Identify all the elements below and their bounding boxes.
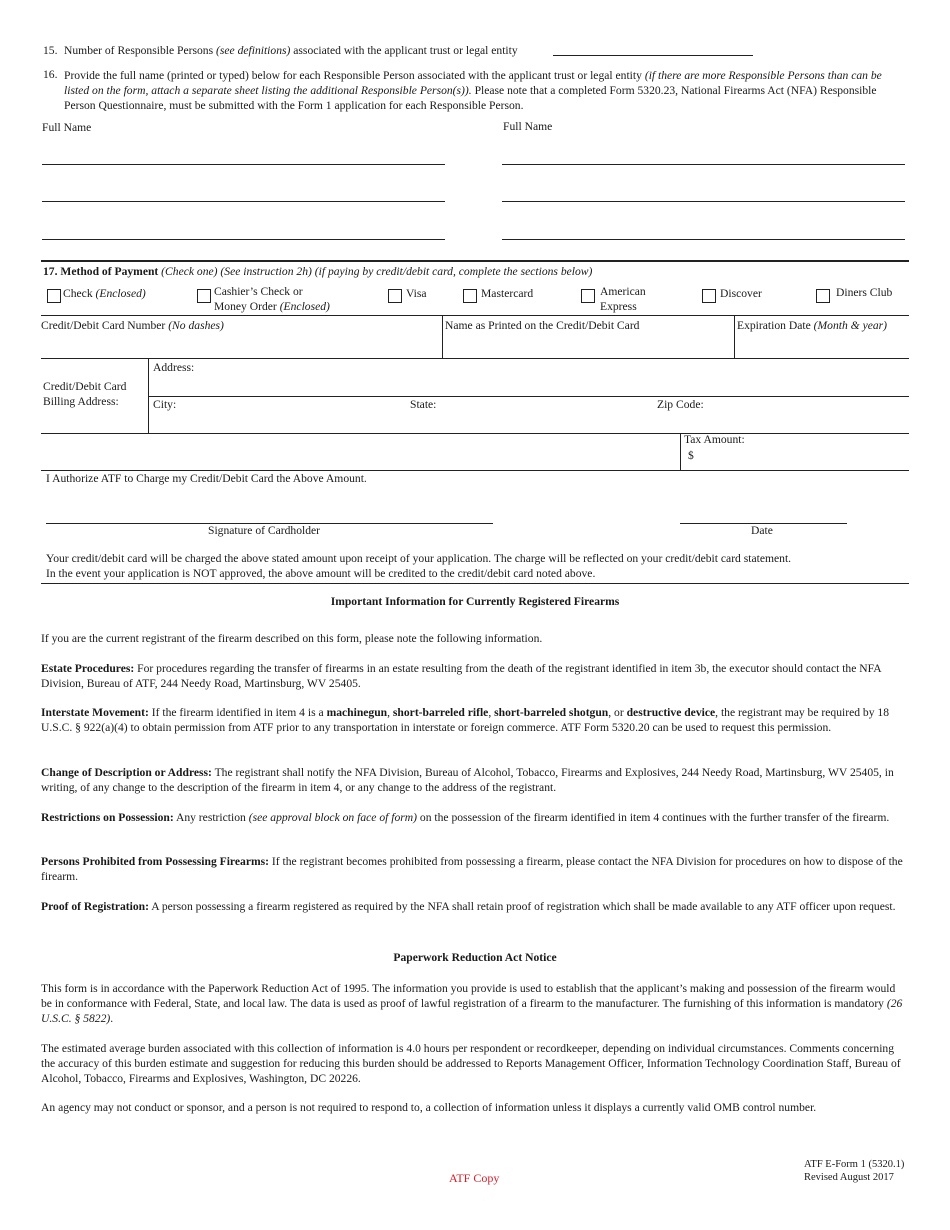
- american-express-label: American Express: [600, 285, 646, 313]
- item-15-number: 15.: [43, 44, 58, 57]
- row-border: [41, 315, 909, 316]
- persons-prohibited-paragraph: Persons Prohibited from Possessing Firearms: If the registrant becomes prohibited from possessing a firearm, please contact the NFA Division for procedures on how to dispose of the firearm.: [41, 855, 903, 883]
- diners-club-checkbox[interactable]: [816, 289, 830, 303]
- interstate-movement-paragraph: Interstate Movement: If the firearm identified in item 4 is a machinegun, short-barreled rifle, short-barreled shotgun, or destructive device, the registrant may be required by 18 U.S.C. § 922(a)(4) to obtain permission from ATF prior to any transportation in interstate or foreign commerce. ATF Form 5320.20 can be used to request this permission.: [41, 706, 890, 734]
- tax-amount-label: Tax Amount:: [684, 433, 745, 446]
- money-order-checkbox[interactable]: [197, 289, 211, 303]
- city-label: City:: [153, 398, 177, 411]
- mastercard-label: Mastercard: [481, 287, 534, 300]
- authorize-text: I Authorize ATF to Charge my Credit/Debit Card the Above Amount.: [46, 472, 367, 485]
- discover-checkbox[interactable]: [702, 289, 716, 303]
- mastercard-checkbox[interactable]: [463, 289, 477, 303]
- state-label: State:: [410, 398, 437, 411]
- expiration-date-input[interactable]: [738, 334, 908, 356]
- card-number-label: Credit/Debit Card Number (No dashes): [41, 319, 224, 332]
- row-border: [41, 358, 909, 359]
- dollar-sign: $: [688, 449, 694, 462]
- paperwork-notice-title: Paperwork Reduction Act Notice: [393, 951, 557, 964]
- important-intro: If you are the current registrant of the firearm described on this form, please note the following information.: [41, 632, 543, 645]
- full-name-field[interactable]: [502, 239, 905, 240]
- responsible-persons-count-field[interactable]: [553, 55, 753, 56]
- item-15-text: Number of Responsible Persons (see definitions) associated with the applicant trust or legal entity: [64, 44, 518, 57]
- visa-checkbox[interactable]: [388, 289, 402, 303]
- state-input[interactable]: [445, 399, 650, 431]
- full-name-label-left: Full Name: [42, 121, 92, 134]
- american-express-checkbox[interactable]: [581, 289, 595, 303]
- atf-copy-label: ATF Copy: [449, 1171, 500, 1185]
- card-number-input[interactable]: [43, 334, 439, 356]
- diners-club-label: Diners Club: [836, 286, 893, 299]
- important-info-title: Important Information for Currently Registered Firearms: [330, 595, 620, 608]
- check-label: Check (Enclosed): [63, 287, 146, 300]
- address-input[interactable]: [210, 362, 905, 394]
- paperwork-paragraph-1: This form is in accordance with the Paperwork Reduction Act of 1995. The information you provide is used to establish that the applicant’s making and possession of the firearm would be in conformance with Federal, State, and local law. The data is used as proof of lawful registration of a firearm to the manufacturer. The furnishing of this information is mandatory (26 U.S.C. § 5822).: [41, 982, 903, 1025]
- paperwork-paragraph-3: An agency may not conduct or sponsor, and a person is not required to respond to, a collection of information unless it displays a currently valid OMB control number.: [41, 1101, 817, 1114]
- check-checkbox[interactable]: [47, 289, 61, 303]
- name-on-card-input[interactable]: [446, 334, 731, 356]
- zip-code-input[interactable]: [713, 399, 905, 431]
- item-16-text: Provide the full name (printed or typed) below for each Responsible Person associated with the applicant trust or legal entity (if there are more Responsible Persons than can be listed on the form, attach a separate sheet listing the additional Responsible Person(s)). Please note that a completed Form 5320.23, National Firearms Act (NFA) Responsible Person Questionnaire, must be submitted with the Form 1 application for each Responsible Person.: [64, 69, 882, 112]
- name-on-card-label: Name as Printed on the Credit/Debit Card: [445, 319, 640, 332]
- paperwork-paragraph-2: The estimated average burden associated with this collection of information is 4.0 hours per respondent or recordkeeper, depending on individual circumstances. Comments concerning the accuracy of this burden estimate and suggestion for reducing this burden should be addressed to Reports Management Officer, Information Technology Coordination Staff, Bureau of Alcohol, Tobacco, Firearms and Explosives, Washington, DC 20226.: [41, 1042, 901, 1085]
- row-border: [41, 470, 909, 471]
- cell-divider: [442, 315, 443, 358]
- full-name-field[interactable]: [502, 164, 905, 165]
- restrictions-paragraph: Restrictions on Possession: Any restriction (see approval block on face of form) on the possession of the firearm identified in item 4 continues with the further transfer of the firearm.: [41, 811, 890, 824]
- change-of-address-paragraph: Change of Description or Address: The registrant shall notify the NFA Division, Bureau of Alcohol, Tobacco, Firearms and Explosives, 244 Needy Road, Martinsburg, WV 25405, in writing, of any change to the description of the firearm in item 4, or any change to the address of the registrant.: [41, 766, 894, 794]
- full-name-label-right: Full Name: [503, 120, 553, 133]
- address-label: Address:: [153, 361, 195, 374]
- date-label: Date: [751, 524, 773, 537]
- cell-divider: [680, 433, 681, 470]
- estate-procedures-paragraph: Estate Procedures: For procedures regarding the transfer of firearms in an estate resulting from the death of the registrant identified in item 3b, the executor should contact the NFA Division, Bureau of ATF, 244 Needy Road, Martinsburg, WV 25405.: [41, 662, 881, 690]
- visa-label: Visa: [406, 287, 427, 300]
- charge-notice: Your credit/debit card will be charged the above stated amount upon receipt of your application. The charge will be reflected on your credit/debit card statement. In the event your application is NOT approved, the above amount will be credited to the credit/debit card noted above.: [46, 552, 792, 580]
- expiration-date-label: Expiration Date (Month & year): [737, 319, 888, 332]
- section-divider: [41, 260, 909, 262]
- row-border: [41, 433, 909, 434]
- item-17-heading: 17. Method of Payment (Check one) (See instruction 2h) (if paying by credit/debit card, complete the sections below): [43, 265, 593, 278]
- discover-label: Discover: [720, 287, 762, 300]
- city-input[interactable]: [185, 399, 403, 431]
- full-name-field[interactable]: [42, 164, 445, 165]
- row-border: [148, 396, 909, 397]
- zip-code-label: Zip Code:: [657, 398, 704, 411]
- billing-address-label: Credit/Debit Card Billing Address:: [43, 380, 127, 408]
- cell-divider: [734, 315, 735, 358]
- full-name-field[interactable]: [42, 201, 445, 202]
- money-order-label: Cashier’s Check or Money Order (Enclosed): [214, 285, 330, 313]
- item-16-number: 16.: [43, 68, 58, 81]
- proof-of-registration-paragraph: Proof of Registration: A person possessing a firearm registered as required by the NFA shall retain proof of registration which shall be made available to any ATF officer upon request.: [41, 900, 896, 913]
- section-divider: [41, 583, 909, 584]
- full-name-field[interactable]: [502, 201, 905, 202]
- signature-label: Signature of Cardholder: [208, 524, 321, 537]
- full-name-field[interactable]: [42, 239, 445, 240]
- form-identifier: ATF E-Form 1 (5320.1) Revised August 2017: [804, 1159, 905, 1183]
- tax-amount-input[interactable]: [700, 447, 905, 467]
